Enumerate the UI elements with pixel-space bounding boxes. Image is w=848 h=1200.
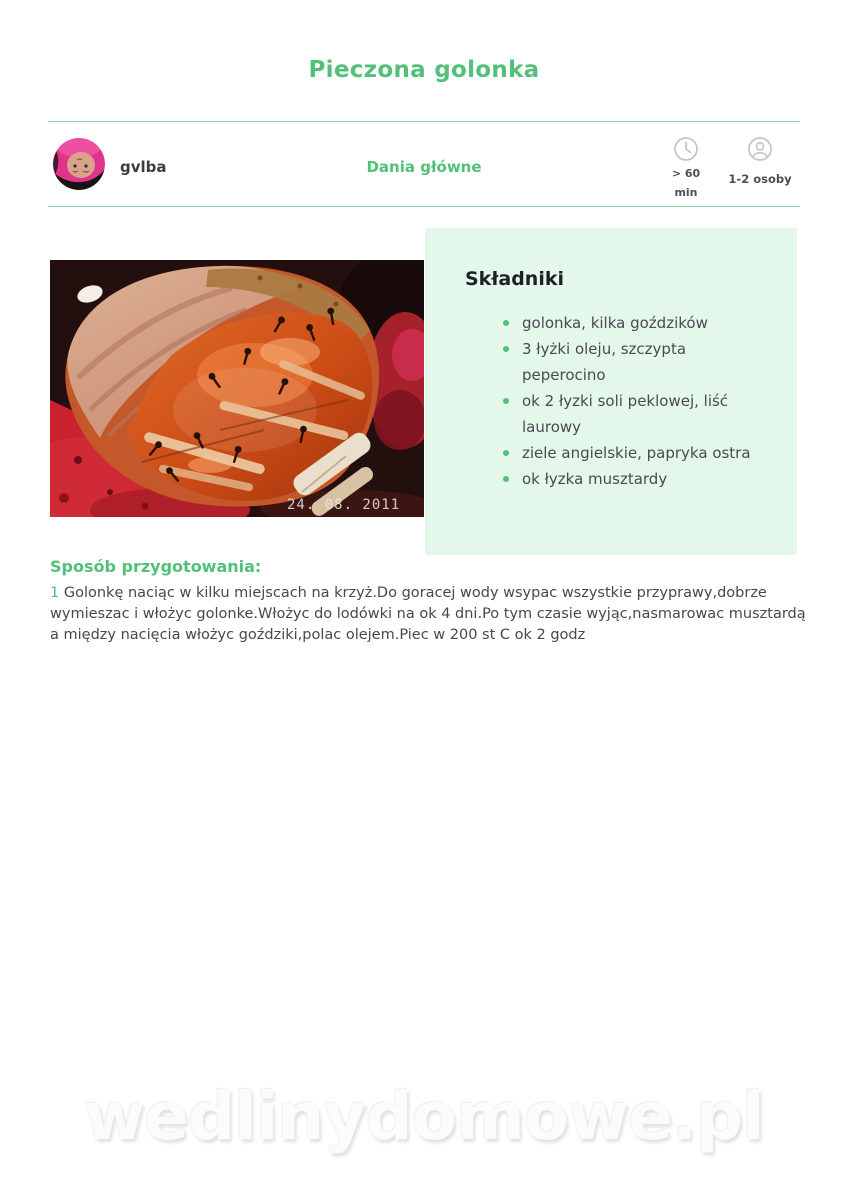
method-text — [50, 583, 806, 646]
ingredients-panel — [425, 228, 797, 555]
step-number: 1 — [50, 585, 60, 601]
photo-date-stamp: 24. 08. 2011 — [287, 497, 401, 513]
page-title: Pieczona golonka — [308, 57, 540, 83]
ingredient-list — [425, 310, 797, 492]
watermark: wedlinydomowe.pl — [84, 1078, 764, 1155]
ingredient-item: ziele angielskie, papryka ostra — [522, 440, 760, 466]
clock-icon — [673, 136, 699, 162]
ingredient-item: ok 2 łyzki soli peklowej, liść laurowy — [522, 388, 760, 440]
method-heading: Sposób przygotowania: — [50, 557, 262, 576]
step-text: Golonkę naciąc w kilku miejscach na krzyż.Do goracej wody wsypac wszystkie przyprawy,dobrze wymieszac i włożyc golonke.Włożyc do lodówki na ok 4 dni.Po tym czasie wyjąc,nasmarowac musztardą a między nacięcia włożyc goździki,polac olejem.Piec w 200 st C ok 2 godz — [50, 585, 806, 643]
ingredient-item: 3 łyżki oleju, szczypta peperocino — [522, 336, 760, 388]
person-icon — [747, 136, 773, 162]
servings-value: 1-2 osoby — [728, 172, 792, 186]
cook-time-value: > 60 — [671, 167, 701, 180]
username[interactable]: gvlba — [120, 158, 167, 176]
cook-time-unit: min — [674, 186, 698, 199]
servings — [724, 136, 796, 187]
ingredient-item: ok łyzka musztardy — [522, 466, 760, 492]
category-link[interactable]: Dania główne — [366, 158, 482, 176]
roast-pork-knuckle-image — [50, 260, 424, 517]
recipe-photo — [50, 260, 424, 517]
ingredient-item: golonka, kilka goździków — [522, 310, 760, 336]
cook-time — [660, 136, 712, 200]
recipe-header — [48, 121, 800, 207]
ingredients-heading: Składniki — [465, 268, 564, 290]
